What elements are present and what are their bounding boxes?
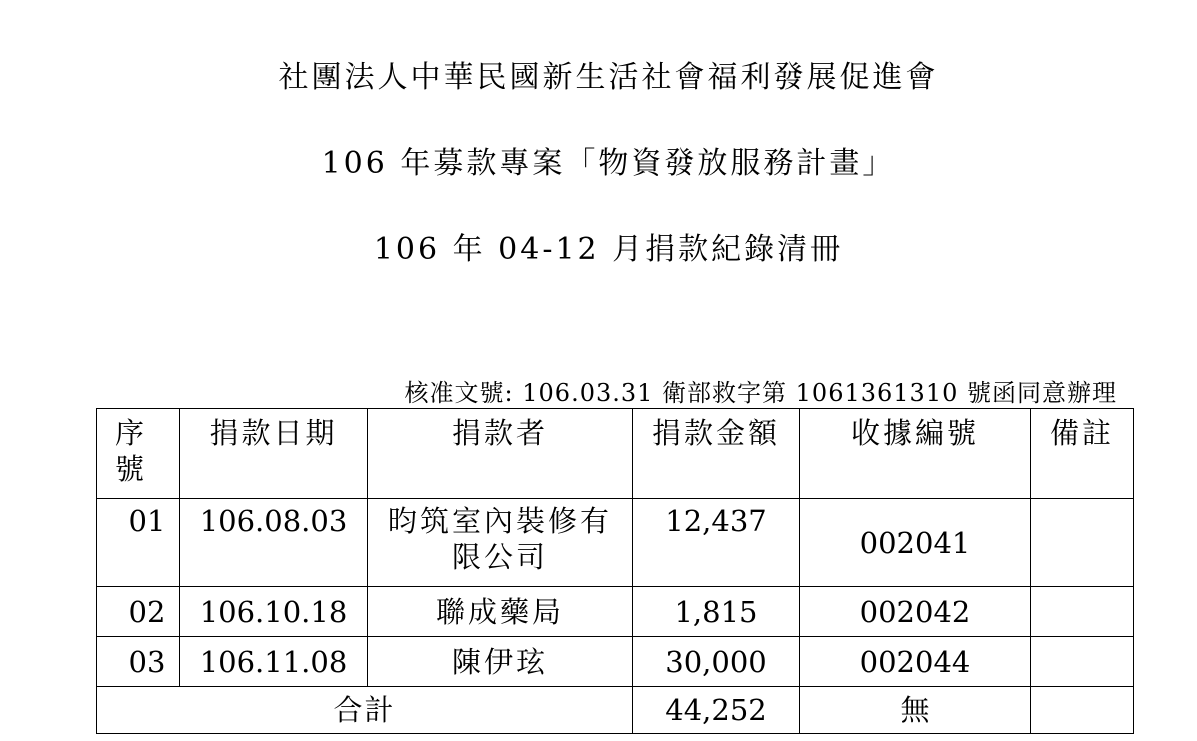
organization-title: 社團法人中華民國新生活社會福利發展促進會 bbox=[278, 60, 939, 95]
cell-amount: 30,000 bbox=[633, 637, 800, 687]
cell-date: 106.11.08 bbox=[180, 637, 368, 687]
cell-note bbox=[1031, 499, 1134, 587]
header-date: 捐款日期 bbox=[180, 409, 368, 499]
header-note: 備註 bbox=[1031, 409, 1134, 499]
cell-seq: 03 bbox=[97, 637, 180, 687]
cell-note bbox=[1031, 637, 1134, 687]
cell-receipt: 002041 bbox=[800, 499, 1031, 587]
cell-seq: 02 bbox=[97, 587, 180, 637]
cell-amount: 12,437 bbox=[633, 499, 800, 587]
total-note bbox=[1031, 687, 1134, 734]
cell-donor-line2: 限公司 bbox=[451, 540, 548, 574]
total-amount: 44,252 bbox=[633, 687, 800, 734]
table-row bbox=[97, 587, 1134, 637]
table-row bbox=[97, 499, 1134, 587]
table-header-row bbox=[97, 409, 1134, 499]
cell-date: 106.10.18 bbox=[180, 587, 368, 637]
header-amount: 捐款金額 bbox=[633, 409, 800, 499]
table-row bbox=[97, 637, 1134, 687]
cell-donor: 陳伊玹 bbox=[368, 637, 633, 687]
project-title: 106 年募款專案「物資發放服務計畫」 bbox=[321, 146, 896, 181]
total-label: 合計 bbox=[97, 687, 633, 734]
cell-amount: 1,815 bbox=[633, 587, 800, 637]
header-seq-line1: 序 bbox=[115, 416, 148, 450]
total-receipt: 無 bbox=[800, 687, 1031, 734]
header-receipt: 收據編號 bbox=[800, 409, 1031, 499]
ledger-title: 106 年 04-12 月捐款紀錄清冊 bbox=[373, 232, 844, 267]
cell-receipt: 002042 bbox=[800, 587, 1031, 637]
cell-donor bbox=[368, 499, 633, 587]
cell-receipt: 002044 bbox=[800, 637, 1031, 687]
cell-donor-line1: 昀筑室內裝修有 bbox=[387, 504, 612, 538]
cell-date: 106.08.03 bbox=[180, 499, 368, 587]
header-seq-line2: 號 bbox=[115, 452, 148, 486]
header-seq bbox=[97, 409, 180, 499]
cell-seq: 01 bbox=[97, 499, 180, 587]
total-row bbox=[97, 687, 1134, 734]
cell-donor: 聯成藥局 bbox=[368, 587, 633, 637]
approval-note: 核准文號: 106.03.31 衛部救字第 1061361310 號函同意辦理 bbox=[404, 379, 1117, 407]
cell-note bbox=[1031, 587, 1134, 637]
header-donor: 捐款者 bbox=[368, 409, 633, 499]
donation-records-table bbox=[96, 408, 1134, 734]
